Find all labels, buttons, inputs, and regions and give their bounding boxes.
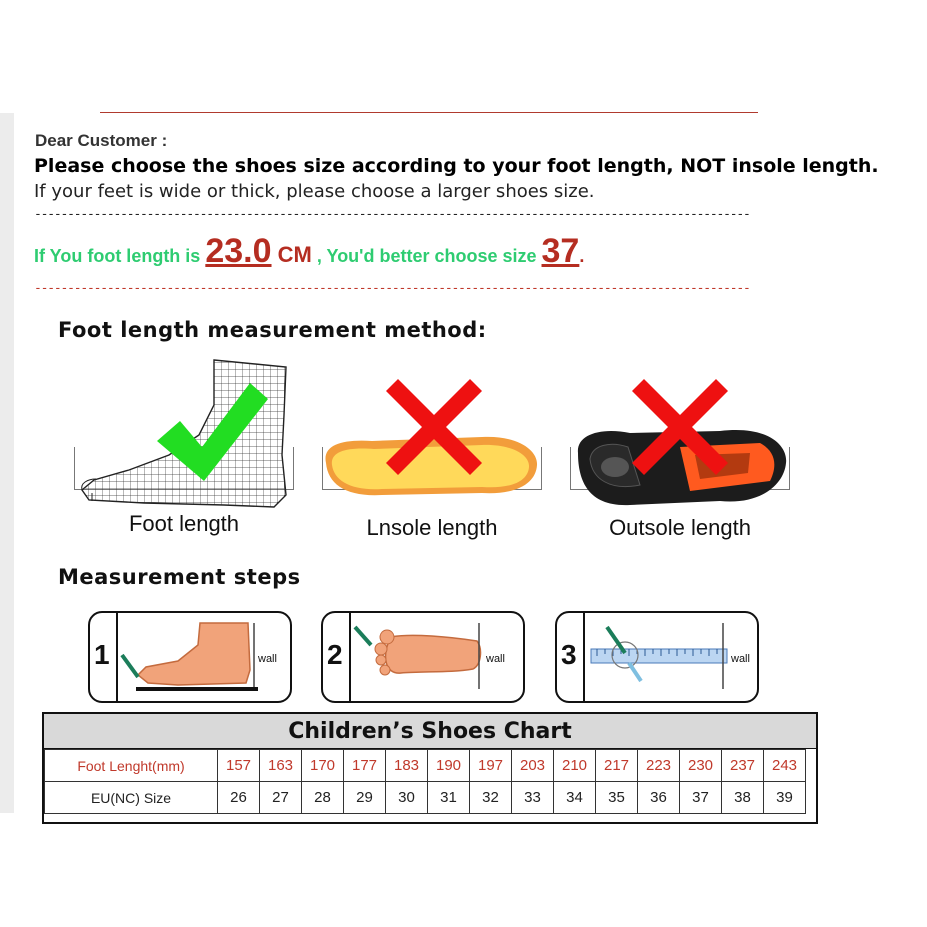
method-title: Foot length measurement method: — [58, 318, 487, 342]
size-cell: 36 — [638, 782, 680, 814]
length-cell: 230 — [680, 750, 722, 782]
size-cell: 34 — [554, 782, 596, 814]
length-cell: 223 — [638, 750, 680, 782]
length-cell: 157 — [218, 750, 260, 782]
cross-icon — [384, 377, 484, 477]
size-cell: 32 — [470, 782, 512, 814]
length-cell: 190 — [428, 750, 470, 782]
measurement-step-3 — [555, 611, 759, 703]
size-notice: Please choose the shoes size according to your foot length, NOT insole length. — [34, 155, 879, 177]
advice-length: 23.0 — [205, 232, 272, 270]
size-table — [44, 749, 806, 814]
length-cell: 197 — [470, 750, 512, 782]
steps-title: Measurement steps — [58, 565, 301, 589]
length-cell: 183 — [386, 750, 428, 782]
length-cell: 203 — [512, 750, 554, 782]
step-number: 2 — [327, 639, 343, 670]
method-panel-outsole — [570, 355, 790, 540]
wall-label: wall — [486, 653, 505, 665]
size-advice — [34, 232, 584, 271]
foot-length-header: Foot Lenght(mm) — [45, 750, 218, 782]
advice-size: 37 — [541, 232, 580, 270]
length-cell: 163 — [260, 750, 302, 782]
ruler-illustration — [585, 615, 755, 699]
length-cell: 210 — [554, 750, 596, 782]
size-cell: 29 — [344, 782, 386, 814]
step-number: 3 — [561, 639, 577, 670]
method-panel-insole — [322, 355, 542, 540]
panel-label-outsole: Outsole length — [609, 515, 751, 540]
top-divider — [100, 112, 758, 113]
size-cell: 33 — [512, 782, 554, 814]
measurement-step-2 — [321, 611, 525, 703]
eu-size-header: EU(NC) Size — [45, 782, 218, 814]
size-cell: 28 — [302, 782, 344, 814]
panel-label-insole: Lnsole length — [366, 515, 498, 540]
size-chart — [42, 712, 818, 824]
measurement-step-1 — [88, 611, 292, 703]
length-cell: 237 — [722, 750, 764, 782]
step-number: 1 — [94, 639, 110, 670]
foot-length-row — [45, 750, 806, 782]
wall-label: wall — [731, 653, 750, 665]
left-margin-strip — [0, 113, 14, 813]
advice-suffix: . — [579, 246, 585, 266]
size-cell: 26 — [218, 782, 260, 814]
size-cell: 30 — [386, 782, 428, 814]
wide-feet-hint: If your feet is wide or thick, please choose a larger shoes size. — [34, 181, 595, 202]
dashed-divider-red: ------------------------------------------------------------------------------------------------------------ — [34, 281, 750, 296]
length-cell: 170 — [302, 750, 344, 782]
panel-label-foot: Foot length — [128, 511, 240, 536]
advice-middle: , You'd better choose size — [311, 246, 542, 266]
size-cell: 31 — [428, 782, 470, 814]
size-cell: 37 — [680, 782, 722, 814]
advice-unit: CM — [271, 242, 312, 267]
size-cell: 35 — [596, 782, 638, 814]
dashed-divider-black: ------------------------------------------------------------------------------------------------------------ — [34, 207, 750, 222]
length-cell: 243 — [764, 750, 806, 782]
check-icon — [152, 373, 272, 483]
chart-title: Children’s Shoes Chart — [44, 714, 816, 749]
method-panel-foot — [74, 355, 294, 535]
size-cell: 39 — [764, 782, 806, 814]
cross-icon — [630, 377, 730, 477]
advice-prefix: If You foot length is — [34, 246, 206, 266]
eu-size-row — [45, 782, 806, 814]
size-cell: 27 — [260, 782, 302, 814]
length-cell: 177 — [344, 750, 386, 782]
greeting: Dear Customer : — [35, 131, 168, 150]
size-cell: 38 — [722, 782, 764, 814]
wall-label: wall — [258, 653, 277, 665]
length-cell: 217 — [596, 750, 638, 782]
